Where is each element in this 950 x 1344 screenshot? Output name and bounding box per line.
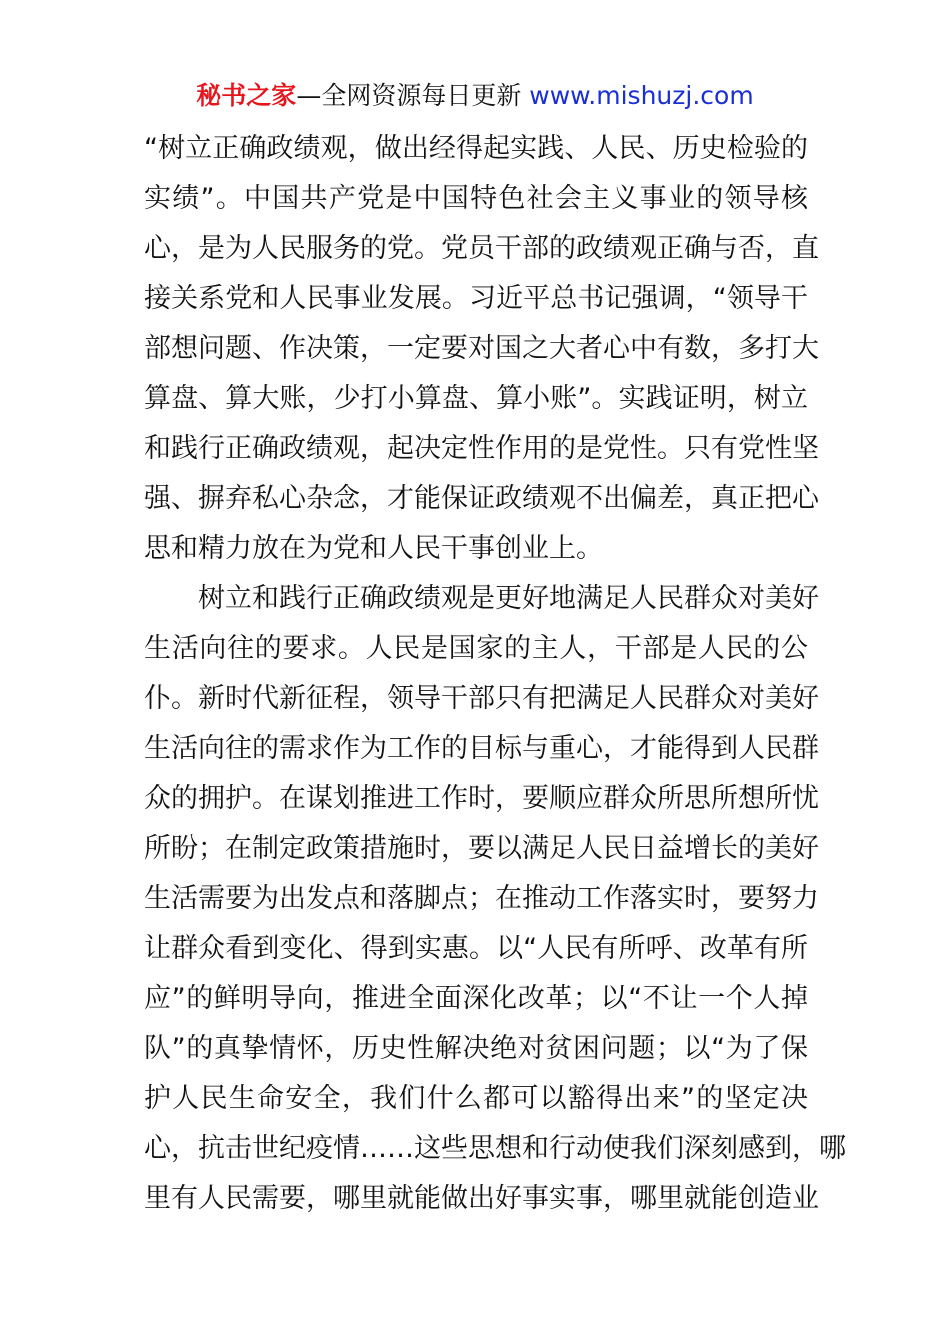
text-line: 护人民生命安全，我们什么都可以豁得出来”的坚定决 [144,1083,808,1114]
text-line: 思和精力放在为党和人民干事创业上。 [144,533,603,564]
text-line: 接关系党和人民事业发展。习近平总书记强调，“领导干 [144,283,808,314]
text-line: 生活向往的要求。人民是国家的主人，干部是人民的公 [144,633,808,664]
text-line: 所盼；在制定政策措施时，要以满足人民日益增长的美好 [144,833,819,864]
text-line: 算盘、算大账，少打小算盘、算小账”。实践证明，树立 [144,383,808,414]
text-line: 应”的鲜明导向，推进全面深化改革；以“不让一个人掉 [144,983,808,1014]
text-line: 里有人民需要，哪里就能做出好事实事，哪里就能创造业 [144,1183,819,1214]
paragraph-2 [144,574,846,1224]
text-line: 众的拥护。在谋划推进工作时，要顺应群众所思所想所忧 [144,783,819,814]
text-line: “树立正确政绩观，做出经得起实践、人民、历史检验的 [144,133,808,164]
text-line: 和践行正确政绩观，起决定性作用的是党性。只有党性坚 [144,433,819,464]
paragraph-1 [144,124,819,574]
text-line: 树立和践行正确政绩观是更好地满足人民群众对美好 [198,583,819,614]
text-line: 仆。新时代新征程，领导干部只有把满足人民群众对美好 [144,683,819,714]
document-body [144,124,846,1224]
text-line: 生活需要为出发点和落脚点；在推动工作落实时，要努力 [144,883,819,914]
text-line: 生活向往的需求作为工作的目标与重心，才能得到人民群 [144,733,819,764]
site-url-link[interactable]: www.mishuzj.com [529,81,754,110]
text-line: 部想问题、作决策，一定要对国之大者心中有数，多打大 [144,333,819,364]
text-line: 强、摒弃私心杂念，才能保证政绩观不出偏差，真正把心 [144,483,819,514]
site-header [0,78,950,114]
site-tagline: —全网资源每日更新 [296,81,530,110]
text-line: 实绩”。中国共产党是中国特色社会主义事业的领导核 [144,183,808,214]
text-line: 心，是为人民服务的党。党员干部的政绩观正确与否，直 [144,233,819,264]
text-line: 心，抗击世纪疫情……这些思想和行动使我们深刻感到，哪 [144,1133,846,1164]
text-line: 让群众看到变化、得到实惠。以“人民有所呼、改革有所 [144,933,808,964]
site-brand: 秘书之家 [196,81,297,110]
text-line: 队”的真挚情怀，历史性解决绝对贫困问题；以“为了保 [144,1033,808,1064]
